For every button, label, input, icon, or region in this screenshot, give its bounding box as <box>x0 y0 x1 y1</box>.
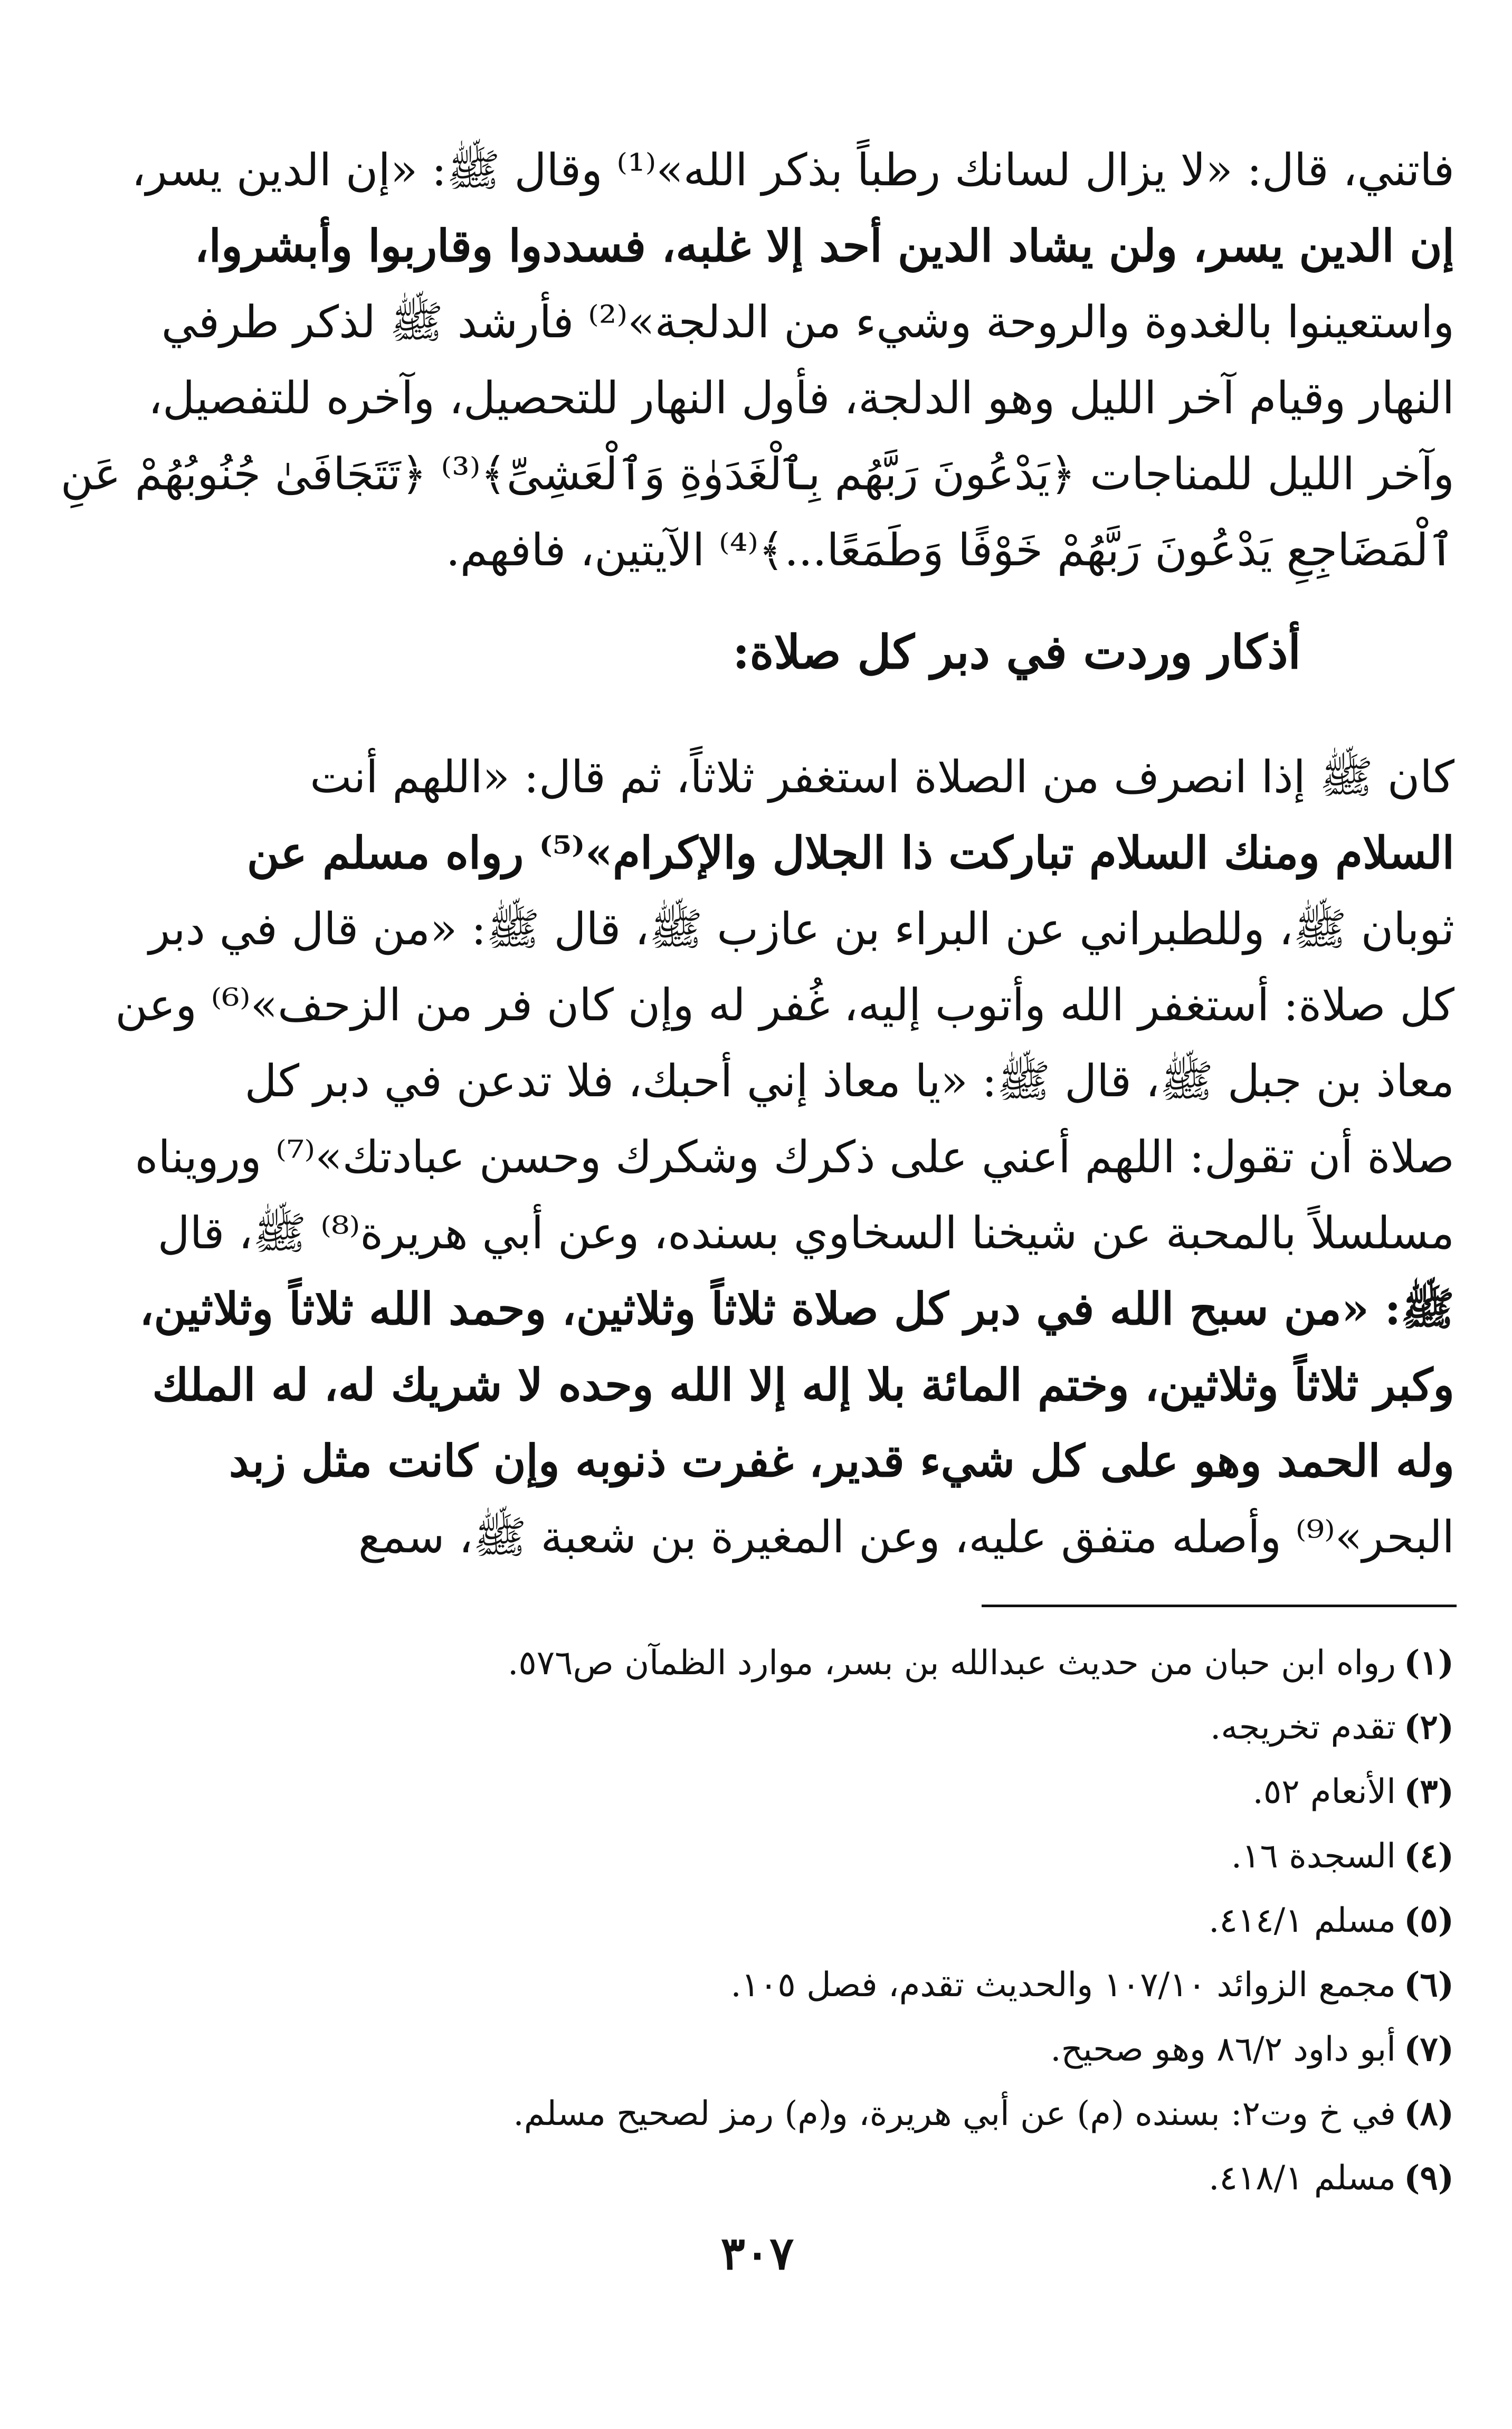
section-heading: أذكار وردت في دبر كل صلاة: <box>732 624 1301 679</box>
footnote-text: مسلم ٤١٨/١. <box>1209 2159 1396 2198</box>
footnote-item <box>240 1695 1454 1760</box>
top-paragraph <box>60 132 1454 588</box>
footnote-text: رواه ابن حبان من حديث عبدالله بن بسر، موارد الظمآن ص٥٧٦. <box>508 1644 1396 1683</box>
paragraph-line: ﷺ: «من سبح الله في دبر كل صلاة ثلاثاً وثلاثين، وحمد الله ثلاثاً وثلاثين، <box>139 1283 1454 1335</box>
footnote-number: (٨) <box>1404 2094 1454 2133</box>
footnotes <box>240 1631 1454 2210</box>
paragraph-line: ٱلْمَضَاجِعِ يَدْعُونَ رَبَّهُمْ خَوْفًا وَطَمَعًا...﴾⁽⁴⁾ الآيتين، فافهم. <box>446 524 1454 576</box>
paragraph-line: البحر»⁽⁹⁾ وأصله متفق عليه، وعن المغيرة بن شعبة ﷺ، سمع <box>358 1511 1454 1563</box>
paragraph-line: النهار وقيام آخر الليل وهو الدلجة، فأول النهار للتحصيل، وآخره للتفصيل، <box>148 372 1454 424</box>
footnote-text: مجمع الزوائد ١٠٧/١٠ والحديث تقدم، فصل ١٠٥. <box>730 1966 1396 2005</box>
footnote-number: (٦) <box>1404 1965 1454 2005</box>
footnote-text: السجدة ١٦. <box>1231 1837 1396 1876</box>
footnote-item <box>240 2017 1454 2082</box>
paragraph-line: صلاة أن تقول: اللهم أعني على ذكرك وشكرك وحسن عبادتك»⁽⁷⁾ ورويناه <box>135 1131 1454 1183</box>
footnote-item <box>240 1953 1454 2017</box>
paragraph-line: كل صلاة: أستغفر الله وأتوب إليه، غُفر له وإن كان فر من الزحف»⁽⁶⁾ وعن <box>115 979 1454 1031</box>
footnote-number: (٥) <box>1404 1901 1454 1940</box>
footnote-text: في خ وت٢: بسنده (م) عن أبي هريرة، و(م) رمز لصحيح مسلم. <box>513 2094 1396 2133</box>
footnote-item <box>240 1760 1454 1824</box>
paragraph-line: كان ﷺ إذا انصرف من الصلاة استغفر ثلاثاً، ثم قال: «اللهم أنت <box>310 751 1454 803</box>
paragraph-line: فاتني، قال: «لا يزال لسانك رطباً بذكر الله»⁽¹⁾ وقال ﷺ: «إن الدين يسر، <box>131 144 1454 196</box>
footnote-number: (٩) <box>1404 2158 1454 2198</box>
paragraph-line: وكبر ثلاثاً وثلاثين، وختم المائة بلا إله إلا الله وحده لا شريك له، له الملك <box>152 1359 1454 1411</box>
paragraph-line: مسلسلاً بالمحبة عن شيخنا السخاوي بسنده، وعن أبي هريرة⁽⁸⁾ ﷺ، قال <box>157 1207 1454 1259</box>
page-number: ٣٠٧ <box>720 2227 794 2280</box>
footnote-number: (١) <box>1404 1643 1454 1683</box>
footnote-item <box>240 1824 1454 1889</box>
footnote-item <box>240 1631 1454 1695</box>
footnote-item <box>240 1889 1454 1953</box>
paragraph-line: إن الدين يسر، ولن يشاد الدين أحد إلا غلبه، فسددوا وقاربوا وأبشروا، <box>194 220 1454 272</box>
footnote-number: (٤) <box>1404 1836 1454 1876</box>
paragraph-line: السلام ومنك السلام تباركت ذا الجلال والإكرام»⁽⁵⁾ رواه مسلم عن <box>246 827 1454 879</box>
footnote-text: مسلم ٤١٤/١. <box>1209 1901 1396 1940</box>
footnote-text: أبو داود ٨٦/٢ وهو صحيح. <box>1050 2030 1396 2069</box>
footnote-number: (٢) <box>1404 1707 1454 1747</box>
paragraph-line: معاذ بن جبل ﷺ، قال ﷺ: «يا معاذ إني أحبك، فلا تدعن في دبر كل <box>244 1055 1454 1107</box>
footnote-text: تقدم تخريجه. <box>1210 1708 1396 1747</box>
footnote-number: (٧) <box>1404 2029 1454 2069</box>
paragraph-line: واستعينوا بالغدوة والروحة وشيء من الدلجة»⁽²⁾ فأرشد ﷺ لذكر طرفي <box>161 296 1454 348</box>
footnote-divider <box>982 1605 1457 1607</box>
paragraph-line: وله الحمد وهو على كل شيء قدير، غفرت ذنوبه وإن كانت مثل زبد <box>229 1435 1454 1487</box>
paragraph-line: ثوبان ﷺ، وللطبراني عن البراء بن عازب ﷺ، قال ﷺ: «من قال في دبر <box>148 903 1454 955</box>
main-paragraph <box>103 739 1454 1575</box>
footnote-item <box>240 2082 1454 2146</box>
paragraph-line: وآخر الليل للمناجات ﴿يَدْعُونَ رَبَّهُم بِٱلْغَدَوٰةِ وَٱلْعَشِىِّ﴾⁽³⁾ ﴿تَتَجَافَىٰ جُنُوبُهُمْ عَنِ <box>60 448 1454 500</box>
footnote-number: (٣) <box>1404 1772 1454 1811</box>
footnote-item <box>240 2146 1454 2210</box>
footnote-text: الأنعام ٥٢. <box>1252 1772 1396 1811</box>
